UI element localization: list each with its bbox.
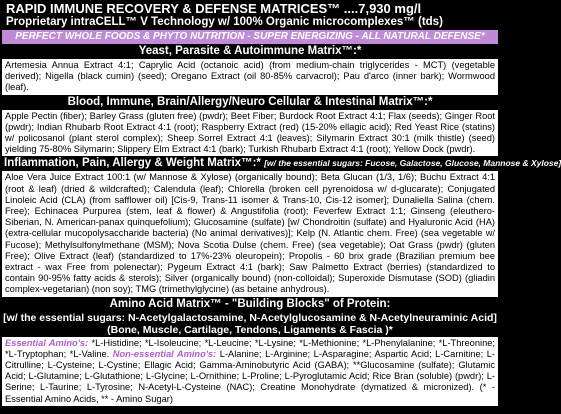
- essential-sugars-note: [w/ the essential sugars: Fucose, Galactose, Glucose, Mannose & Xylose]: [264, 158, 561, 169]
- essential-aminos-text: *L-Histidine; *L-Isoleucine; *L-Leucine; *L-Lysine; *L-Methionine; *L-Phenylalanine; *L-Threonine; *L-Tryptophan; *L-Valine.: [5, 337, 495, 359]
- section-title-inflammation: [0, 156, 561, 171]
- tagline-banner: PERFECT WHOLE FOODS & PHYTO NUTRITION - SUPER ENERGIZING - ALL NATURAL DEFENSE*: [2, 30, 498, 44]
- section-text-blood: Apple Pectin (fiber); Barley Grass (gluten free) (pwdr); Beet Fiber; Burdock Root Extract 4:1; Flax (seeds); Ginger Root (pwdr); Indian Rhubarb Root Extract 4:1 (root); Raspberry Extract (red) (15-20% ellagic acid); Red Yeast Rice (statins) w/ policosanol (plant sterol complex); Sheep Sorrel Extract 4:1 (leaves); Silymarin Extract 30:1 (milk thistle) (seed) yielding 75-80% Silymarin; Slippery Elm Extract 4:1 (bark); Turkish Rhubarb Extract 4:1 (root); Yellow Dock (pwdr).: [2, 110, 498, 157]
- section-title-inflammation-text: Inflammation, Pain, Allergy & Weight Matrix™:*: [4, 157, 261, 170]
- nonessential-aminos-label: Non-essential Amino's:: [112, 348, 217, 359]
- section-text-yeast: Artemesia Annua Extract 4:1; Caprylic Acid (octanoic acid) (from medium-chain triglycerides - MCT) (vegetable derived); Nigella (black cumin) (seed); Oregano Extract (oil 80-85% carvacrol); Pau d'arco (inner bark); Wormwood (leaf).: [2, 59, 498, 95]
- section-text-inflammation: Aloe Vera Juice Extract 100:1 (w/ Mannose & Xylose) (organically bound); Beta Glucan (1/3, 1/6); Buchu Extract 4:1 (root & leaf) (dried & wildcrafted); Calendula (leaf); Chlorella (broken cell pyrenoidosa w/ d-glucarate); Conjugated Linoleic Acid (CLA) (from safflower oil) [Cis-9, Trans-11 isomer & Trans-10, Cis-12 isomer]; Dunaliella Salina (chem. Free); Echinacea Purpurea (stem, leaf & flower) & Angustifolia (root); Feverfew Extract 1:1; Ginseng (eleuthero-Siberian, N. American-panax quinquefolium); Glucosamine (sulfate) [w/ Chondroitin (sulfate) and Hyaluronic Acid (HA) (extra-cellular mucopolysaccharide bacteria) (No animal derivatives)]; Kelp (N. Atlantic chem. Free) (sea vegetable w/ Fucose); Methylsulfonylmethane (MSM); Nova Scotia Dulse (chem. Free) (sea vegetable); Oat Grass (pwdr) (gluten Free); Olive Extract (leaf) (standardized to 17%-23% oleuropein); Propolis - 60 brix grade (Brazilian premium bee extract - wax Free from polenectar); Pygeum Extract 4:1 (bark); Saw Palmetto Extract (berries) (standardized to contain 90-95% fatty acids & sterols); Silver (organically bound) (non-colloidal); Superoxide Dismutase (SOD) (gliadin complex-vegetarian) (non soy); TMG (trimethylglycine) (as betaine anhydrous).: [2, 171, 498, 296]
- amino-title: Amino Acid Matrix™ - "Building Blocks" of Protein:: [109, 297, 391, 310]
- amino-list: [2, 337, 498, 406]
- section-title-yeast: Yeast, Parasite & Autoimmune Matrix™:*: [138, 45, 362, 57]
- amino-footnote: (* - Essential Amino Acids, ** - Amino Sugar): [5, 382, 495, 404]
- amino-tissue-note: (Bone, Muscle, Cartilage, Tendons, Ligaments & Fascia )*: [107, 324, 393, 337]
- section-title-blood: Blood, Immune, Brain/Allergy/Neuro Cellular & Intestinal Matrix™:*: [67, 95, 433, 108]
- nonessential-aminos-text: L-Alanine; L-Arginine; L-Asparagine; Aspartic Acid; L-Carnitine; L-Citrulline; L-Cysteine; L-Cystine; Ellagic Acid; Gamma-Aminobutyric Acid (GABA); **Glucosamine (sulfate); Glutamic Acid; L-Glutamine; L-Glutathione; L-Glycine; L-Ornithine; L-Proline; L-Pyroglutamic Acid; Rice Bran (soluble) (pwdr); L-Serine; L-Taurine; L-Tyrosine; N-Acetyl-L-Cysteine (NAC); Creatine Monohydrate (dymatized & micronized).: [5, 348, 495, 393]
- label-title: RAPID IMMUNE RECOVERY & DEFENSE MATRICES™ ....7,930 mg/l: [6, 1, 422, 16]
- label-subtitle: Proprietary intraCELL™ V Technology w/ 100% Organic microcomplexes™ (tds): [6, 16, 443, 28]
- essential-aminos-label: Essential Amino's:: [5, 337, 89, 348]
- amino-sugars-note: [w/ the essential sugars: N-Acetylgalactosamine, N-Acetylglucosamine & N-Acetylneuraminic Acid]: [3, 311, 497, 324]
